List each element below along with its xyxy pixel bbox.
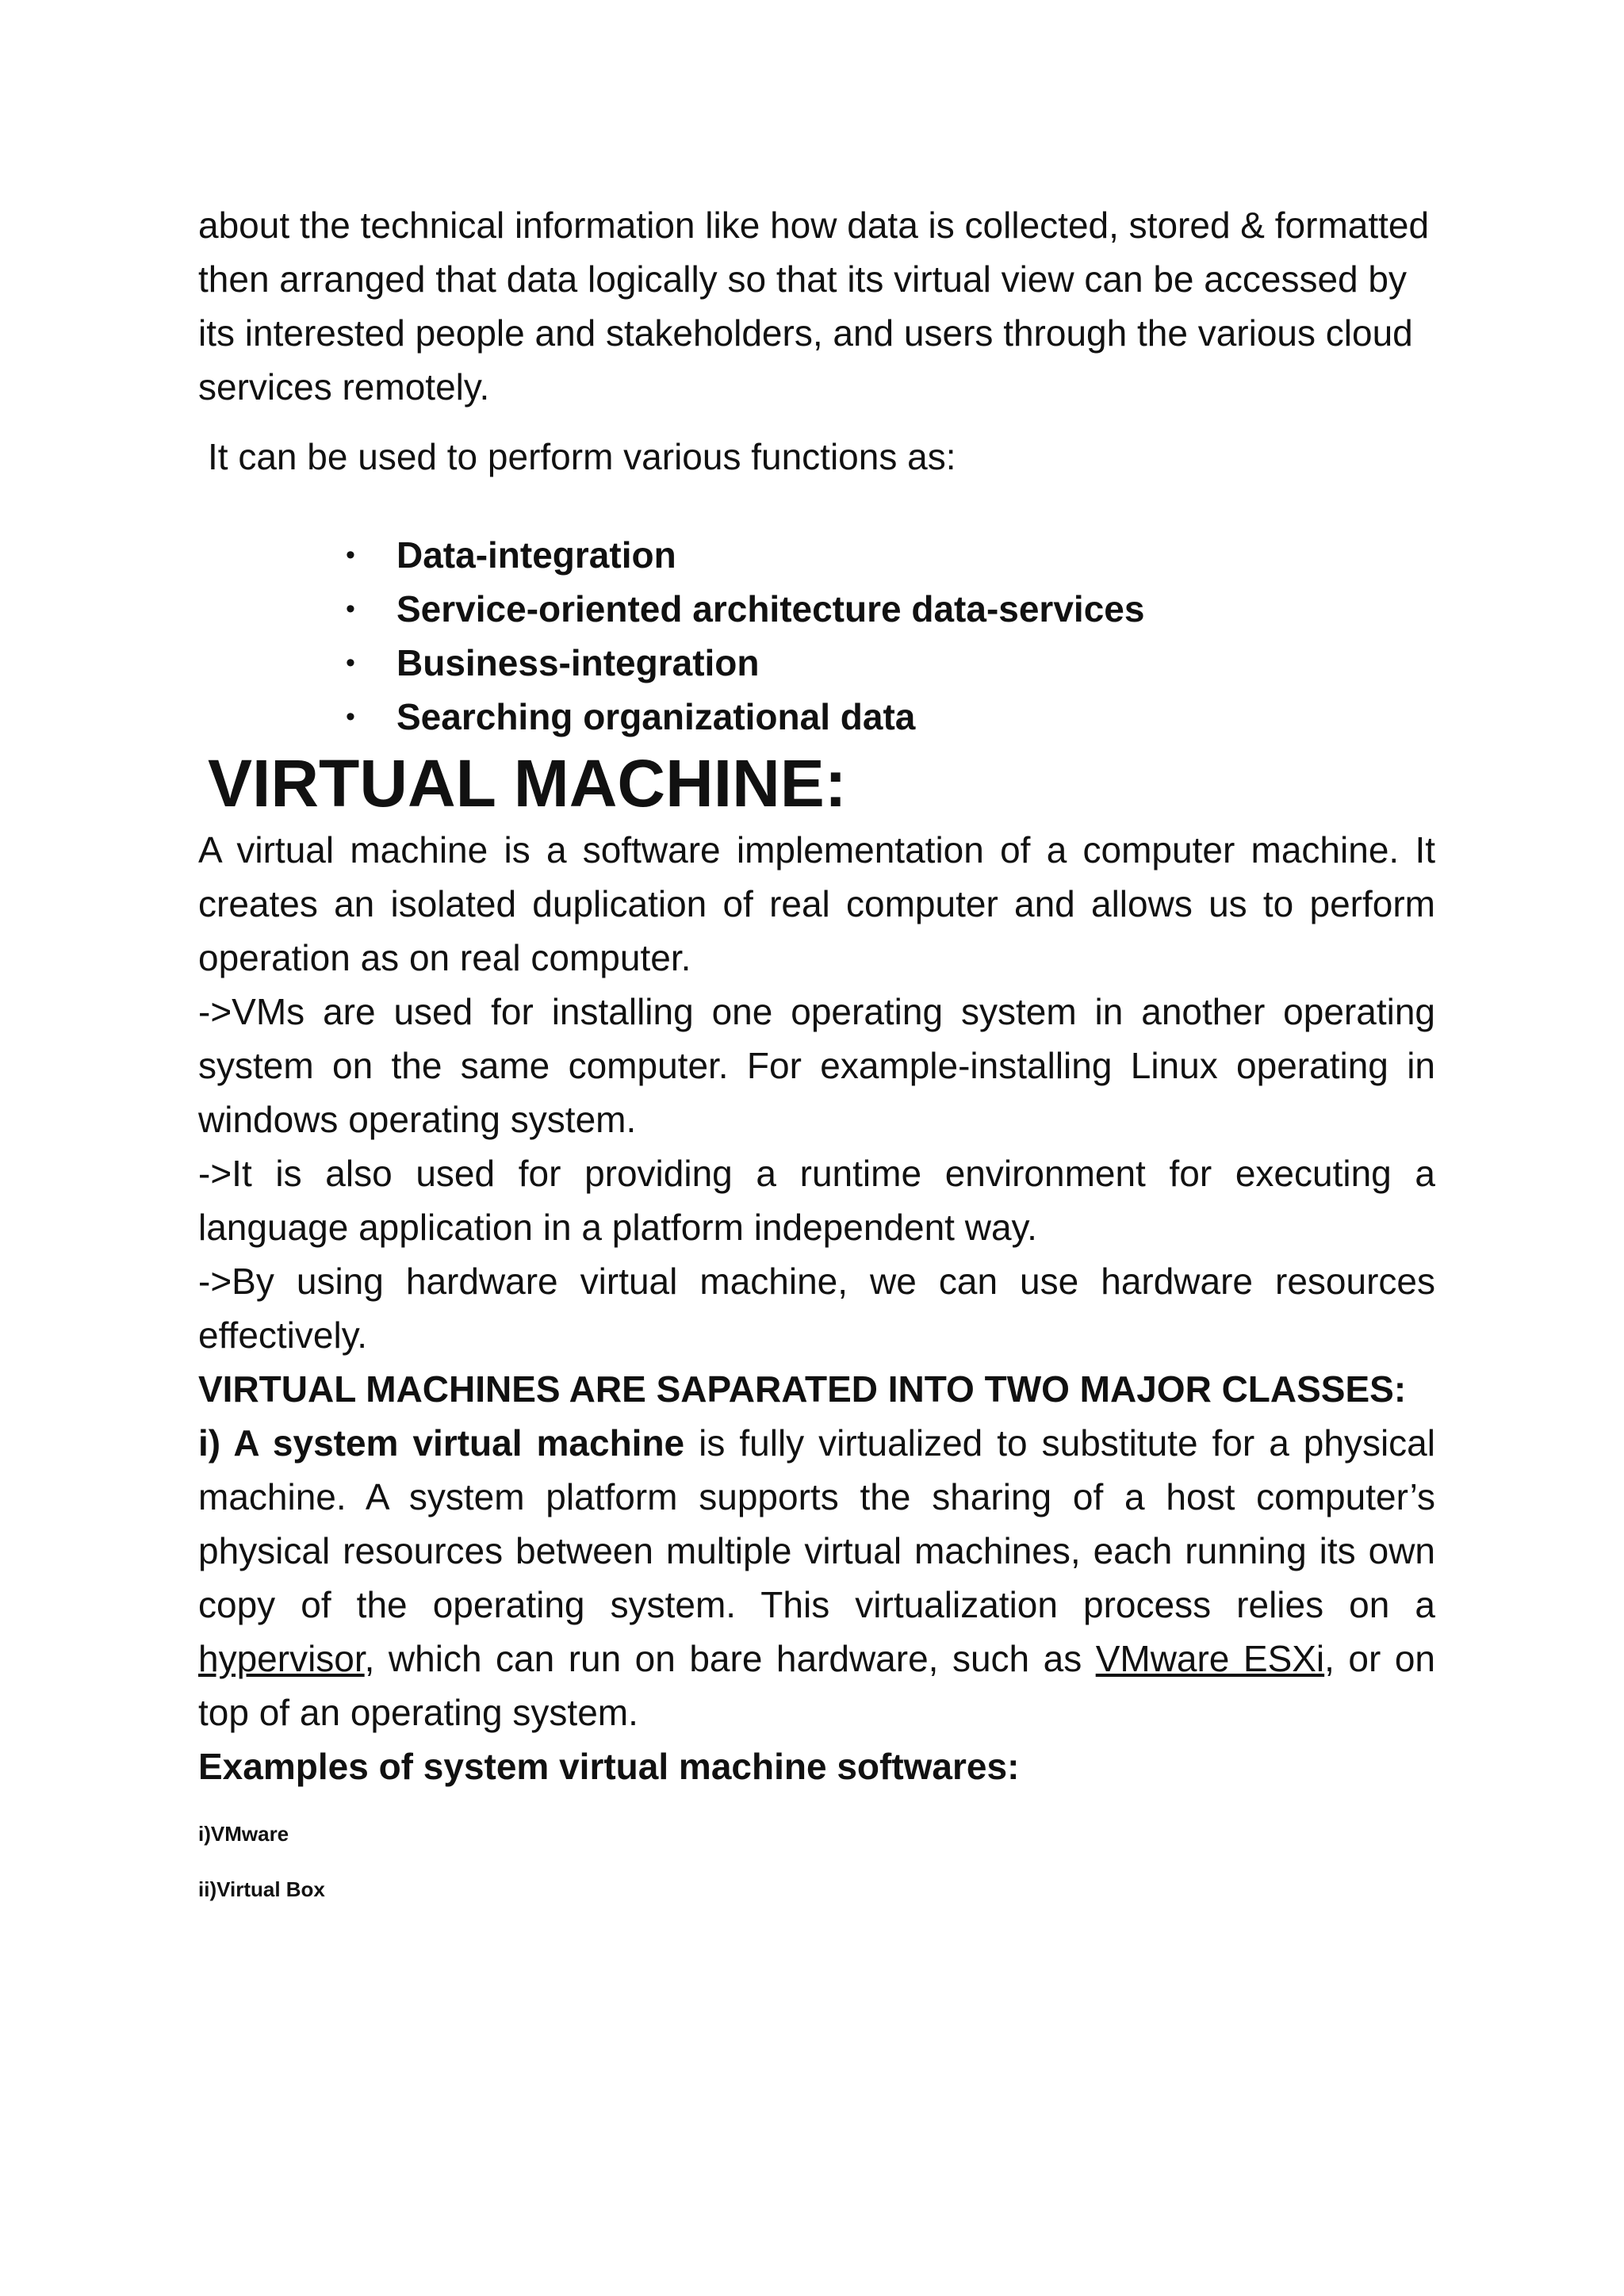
bullet-icon: • — [346, 702, 355, 732]
functions-list — [341, 528, 1435, 744]
class-1-text-b: , which can run on bare hardware, such as — [364, 1638, 1096, 1679]
examples-heading: Examples of system virtual machine softwares: — [198, 1746, 1020, 1787]
vm-point-1: ->VMs are used for installing one operating system in another operating system on the same computer. For example-installing Linux operating in windows operating system. — [198, 991, 1435, 1140]
intro-paragraph: about the technical information like how data is collected, stored & formatted then arranged that data logically so that its virtual view can be accessed by its interested people and stakeholders, and users through the various cloud services remotely. — [198, 205, 1430, 408]
class-1-text-c: , or on top of an operating system. — [198, 1638, 1435, 1733]
bullet-icon: • — [346, 648, 355, 678]
class-1-paragraph — [198, 1416, 1435, 1739]
bullet-icon: • — [346, 594, 355, 624]
function-item-label: Searching organizational data — [396, 696, 916, 737]
hypervisor-link[interactable]: hypervisor — [198, 1638, 365, 1679]
function-item-label: Business-integration — [396, 642, 760, 683]
page-content — [198, 198, 1435, 1903]
vmware-esxi-link[interactable]: VMware ESXi — [1095, 1638, 1325, 1679]
class-1-text-a: is fully virtualized to substitute for a physical machine. A system platform supports the sharing of a host computer’s physical resources between multiple virtual machines, each running its own copy of the operating system. This virtualization process relies on a — [198, 1422, 1435, 1625]
class-1-prefix: i) A system virtual machine — [198, 1422, 685, 1464]
classes-heading: VIRTUAL MACHINES ARE SAPARATED INTO TWO MAJOR CLASSES: — [198, 1368, 1407, 1410]
section-heading: VIRTUAL MACHINE: — [208, 746, 847, 821]
bullet-icon: • — [346, 540, 355, 570]
example-item: ii)Virtual Box — [198, 1877, 325, 1901]
list-item — [341, 528, 1435, 582]
vm-point-2: ->It is also used for providing a runtime environment for executing a language application in a platform independent way. — [198, 1153, 1435, 1248]
vm-point-3: ->By using hardware virtual machine, we can use hardware resources effectively. — [198, 1261, 1435, 1356]
example-item: i)VMware — [198, 1822, 289, 1846]
function-item-label: Service-oriented architecture data-services — [396, 588, 1145, 629]
list-item — [341, 690, 1435, 744]
function-item-label: Data-integration — [396, 534, 676, 576]
functions-lead-text: It can be used to perform various functions as: — [208, 436, 956, 477]
list-item — [341, 636, 1435, 690]
definition-paragraph: A virtual machine is a software implementation of a computer machine. It creates an isolated duplication of real computer and allows us to perform operation as on real computer. — [198, 829, 1435, 978]
list-item — [341, 582, 1435, 636]
